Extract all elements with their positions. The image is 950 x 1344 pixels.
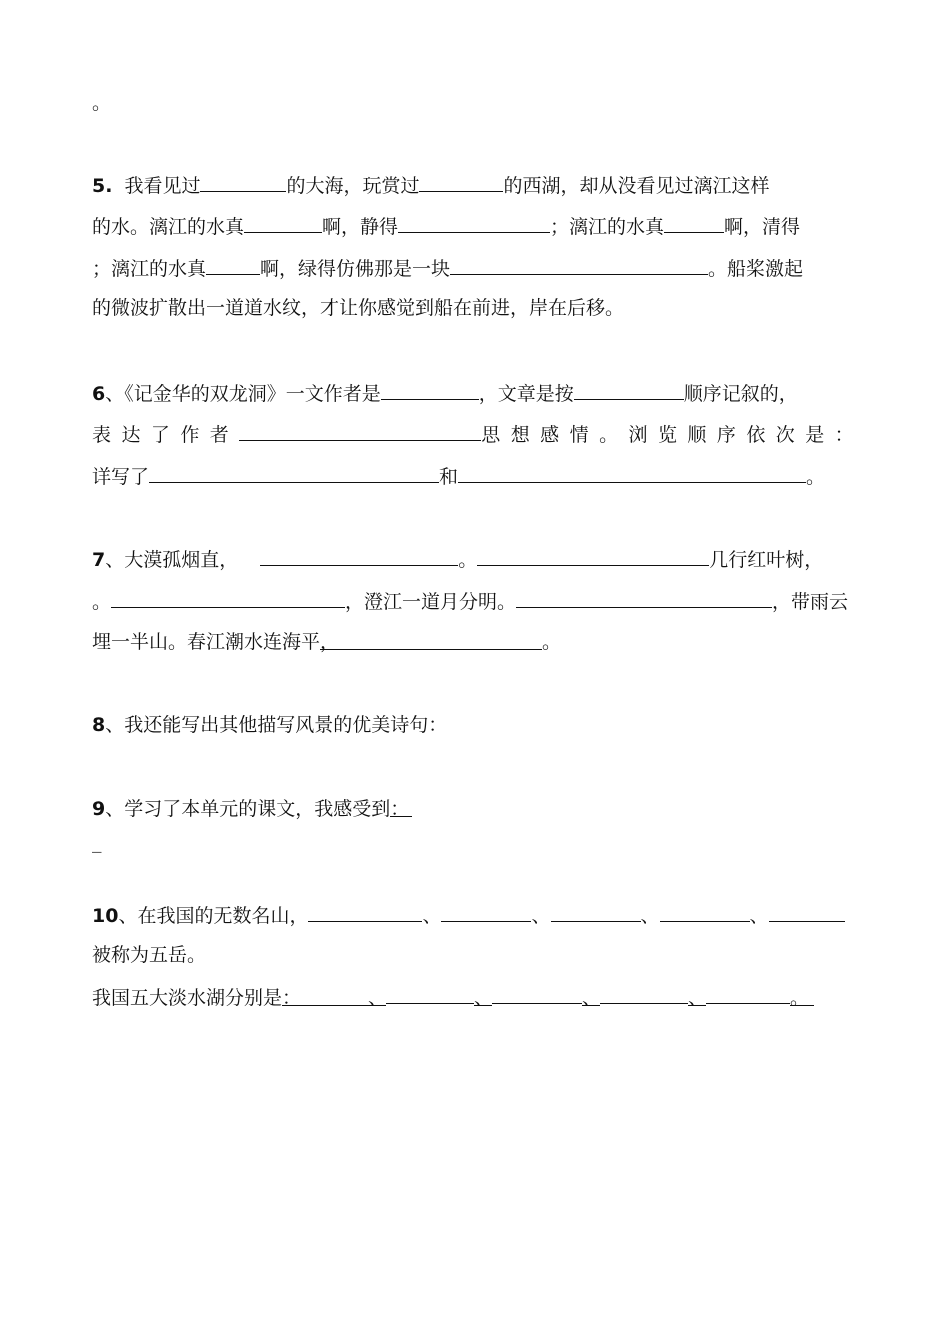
separator: 、: [749, 905, 769, 927]
q7-text: 埋一半山。春江潮水连海平: [92, 631, 321, 653]
blank[interactable]: [320, 630, 542, 653]
blank[interactable]: [664, 213, 724, 233]
blank[interactable]: [308, 902, 422, 922]
q10-line-2: 被称为五岳。: [92, 944, 207, 966]
q10-line-1: [92, 902, 845, 928]
blank: [368, 986, 388, 1009]
q7-text: ，: [320, 631, 340, 653]
q5-text: 啊，绿得仿佛那是一块: [260, 258, 451, 280]
separator: 、: [422, 905, 442, 927]
q9-number: 9: [92, 798, 106, 820]
blank[interactable]: [441, 902, 531, 922]
q5-number: 5.: [92, 175, 113, 197]
q6-text: 思想感情。浏览顺序依次是：: [481, 424, 865, 446]
blank[interactable]: [450, 255, 708, 275]
q6-text: 。: [806, 466, 826, 488]
blank[interactable]: [516, 588, 772, 608]
q5-text: 的大海，玩赏过: [286, 175, 420, 197]
q7-text: ，澄江一道月分明。: [345, 591, 517, 613]
q5-text: 的西湖，却从没看见过漓江这样: [503, 175, 770, 197]
separator: 、: [688, 987, 708, 1009]
blank[interactable]: [574, 380, 684, 400]
q8-text: 、我还能写出其他描写风景的优美诗句：: [105, 714, 448, 736]
q6-line-3: [92, 463, 825, 489]
q7-line-2: [92, 588, 848, 614]
q6-text: 表达了作者: [92, 424, 240, 446]
q6-text: 详写了: [92, 466, 150, 488]
blank[interactable]: [381, 380, 479, 400]
q10-number: 10: [92, 905, 119, 927]
q6-line-2: [92, 421, 864, 447]
q5-text: ；漓江的水真: [550, 216, 665, 238]
blank[interactable]: [282, 986, 368, 1009]
blank[interactable]: [477, 546, 709, 566]
q5-text: 啊，静得: [322, 216, 399, 238]
stray-period: 。: [92, 92, 112, 114]
blank[interactable]: [660, 902, 750, 922]
q5-text: ；漓江的水真: [92, 258, 207, 280]
blank[interactable]: [419, 172, 503, 192]
q5-text: 。船桨激起: [708, 258, 804, 280]
q10-text: 我国五大淡水湖分别是: [92, 987, 283, 1009]
blank[interactable]: [600, 984, 688, 1004]
blank: [582, 986, 602, 1009]
q5-line-1: [92, 172, 770, 198]
blank: [474, 986, 494, 1009]
q9-dash: _: [92, 831, 102, 853]
blank[interactable]: [111, 588, 345, 608]
q7-line-1: [92, 546, 823, 572]
q5-line-3: [92, 255, 803, 281]
blank: [790, 986, 814, 1009]
q6-text: ，文章是按: [478, 383, 574, 405]
separator: 、: [640, 905, 660, 927]
q5-text: 我看见过: [124, 175, 201, 197]
q10-line-3: [92, 984, 814, 1010]
q7-text: 几行红叶树，: [709, 549, 824, 571]
q5-line-2: [92, 213, 800, 239]
separator: 、: [582, 987, 602, 1009]
q7-text: 。: [542, 631, 562, 653]
q5-text: 的水。漓江的水真: [92, 216, 245, 238]
q9-colon: ：: [390, 798, 410, 820]
q6-text: 顺序记叙的，: [683, 383, 798, 405]
end-period: 。: [790, 987, 810, 1009]
q6-text: 、《记金华的双龙洞》一文作者是: [105, 383, 381, 405]
separator: 、: [368, 987, 388, 1009]
blank[interactable]: [386, 984, 474, 1004]
blank[interactable]: [390, 797, 412, 820]
q10-text: 、在我国的无数名山，: [118, 905, 309, 927]
blank: [688, 986, 708, 1009]
q8-line: [92, 713, 447, 737]
blank[interactable]: [769, 902, 845, 922]
q5-line-4: 的微波扩散出一道道水纹，才让你感觉到船在前进，岸在后移。: [92, 297, 625, 319]
blank[interactable]: [239, 421, 481, 441]
separator: 、: [474, 987, 494, 1009]
q6-line-1: [92, 380, 798, 406]
blank[interactable]: [244, 213, 322, 233]
blank[interactable]: [551, 902, 641, 922]
blank[interactable]: [206, 255, 260, 275]
blank[interactable]: [260, 546, 458, 566]
q10-colon: ：: [282, 987, 302, 1009]
q9-line: [92, 797, 412, 821]
q7-line-3: [92, 630, 561, 654]
q7-text: 。: [92, 591, 112, 613]
q9-text: 、学习了本单元的课文，我感受到: [105, 798, 391, 820]
separator: 、: [531, 905, 551, 927]
blank[interactable]: [492, 984, 582, 1004]
q7-text: ，带雨云: [772, 591, 849, 613]
q7-number: 7: [92, 549, 106, 571]
blank[interactable]: [149, 463, 439, 483]
blank[interactable]: [458, 463, 806, 483]
blank[interactable]: [706, 984, 790, 1004]
q7-text: 、大漠孤烟直，: [105, 549, 239, 571]
q6-text: 和: [439, 466, 459, 488]
q7-text: 。: [458, 549, 478, 571]
q6-number: 6: [92, 383, 106, 405]
blank[interactable]: [200, 172, 286, 192]
q5-text: 啊，清得: [724, 216, 801, 238]
q8-number: 8: [92, 714, 106, 736]
blank[interactable]: [398, 213, 550, 233]
